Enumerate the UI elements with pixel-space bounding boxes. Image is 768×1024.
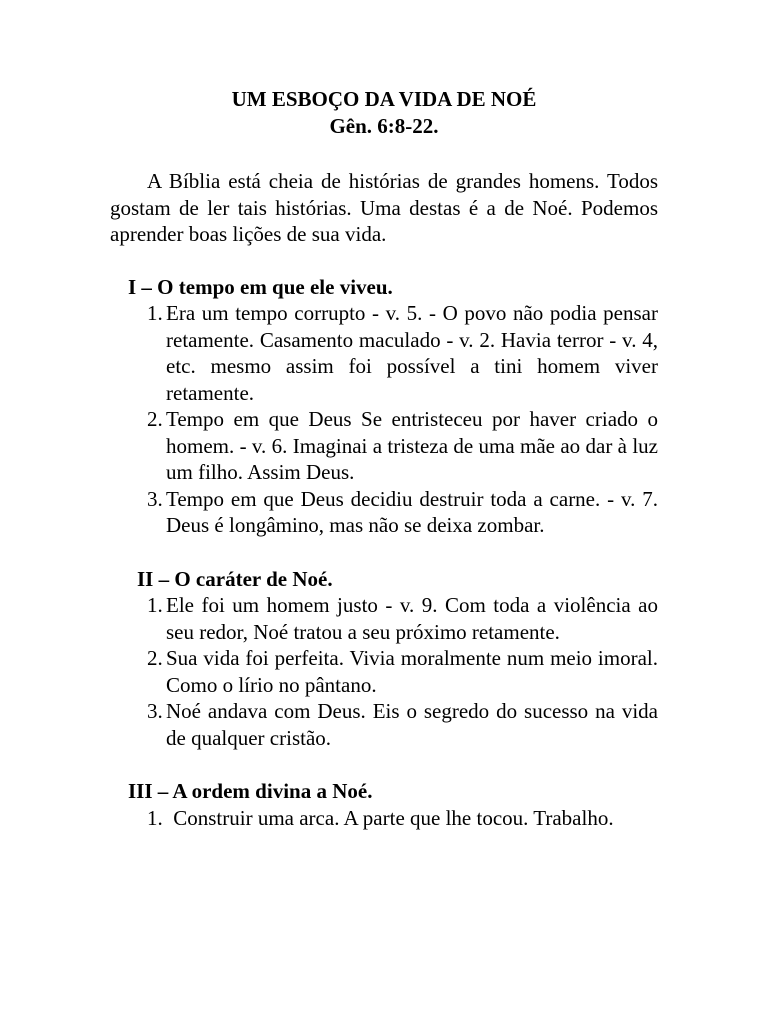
item-number: 2.	[147, 646, 163, 670]
section-2	[137, 566, 658, 752]
item-text: Noé andava com Deus. Eis o segredo do sucesso na vida de qualquer cristão.	[166, 699, 658, 750]
item-number: 2.	[147, 407, 163, 431]
item-number: 3.	[147, 699, 163, 723]
section-items	[110, 805, 658, 832]
item-text: Ele foi um homem justo - v. 9. Com toda a violência ao seu redor, Noé tratou a seu próximo retamente.	[166, 593, 658, 644]
list-item	[110, 645, 658, 698]
section-items	[110, 300, 658, 539]
item-text: Sua vida foi perfeita. Vivia moralmente num meio imoral. Como o lírio no pântano.	[166, 646, 658, 697]
list-item	[110, 805, 658, 832]
list-item	[110, 406, 658, 486]
bible-reference: Gên. 6:8-22.	[329, 113, 439, 138]
item-text: Construir uma arca. A parte que lhe tocou. Trabalho.	[173, 805, 614, 830]
item-text: Tempo em que Deus decidiu destruir toda a carne. - v. 7. Deus é longâmino, mas não se deixa zombar.	[166, 486, 658, 537]
list-item	[110, 300, 658, 406]
section-items	[110, 592, 658, 751]
item-number: 3.	[147, 486, 163, 511]
item-text: Era um tempo corrupto - v. 5. - O povo não podia pensar retamente. Casamento maculado - v. 2. Havia terror - v. 4, etc. mesmo assim foi possível a tini homem viver retamente.	[166, 301, 658, 405]
item-text: Tempo em que Deus Se entristeceu por haver criado o homem. - v. 6. Imaginai a tristeza de uma mãe ao dar à luz um filho. Assim Deus.	[166, 407, 658, 484]
section-3	[128, 778, 658, 831]
section-heading: III – A ordem divina a Noé.	[128, 779, 373, 803]
item-number: 1.	[147, 593, 163, 617]
section-1	[128, 274, 658, 539]
item-number: 1.	[147, 805, 168, 830]
section-heading: I – O tempo em que ele viveu.	[128, 274, 393, 299]
list-item	[110, 486, 658, 539]
document-title: UM ESBOÇO DA VIDA DE NOÉ	[231, 87, 537, 111]
list-item	[110, 698, 658, 751]
item-number: 1.	[147, 301, 163, 325]
document-page	[110, 86, 658, 831]
section-heading: II – O caráter de Noé.	[137, 566, 333, 591]
intro-paragraph: A Bíblia está cheia de histórias de grandes homens. Todos gostam de ler tais histórias. Uma destas é a de Noé. Podemos aprender boas lições de sua vida.	[110, 169, 658, 246]
list-item	[110, 592, 658, 645]
